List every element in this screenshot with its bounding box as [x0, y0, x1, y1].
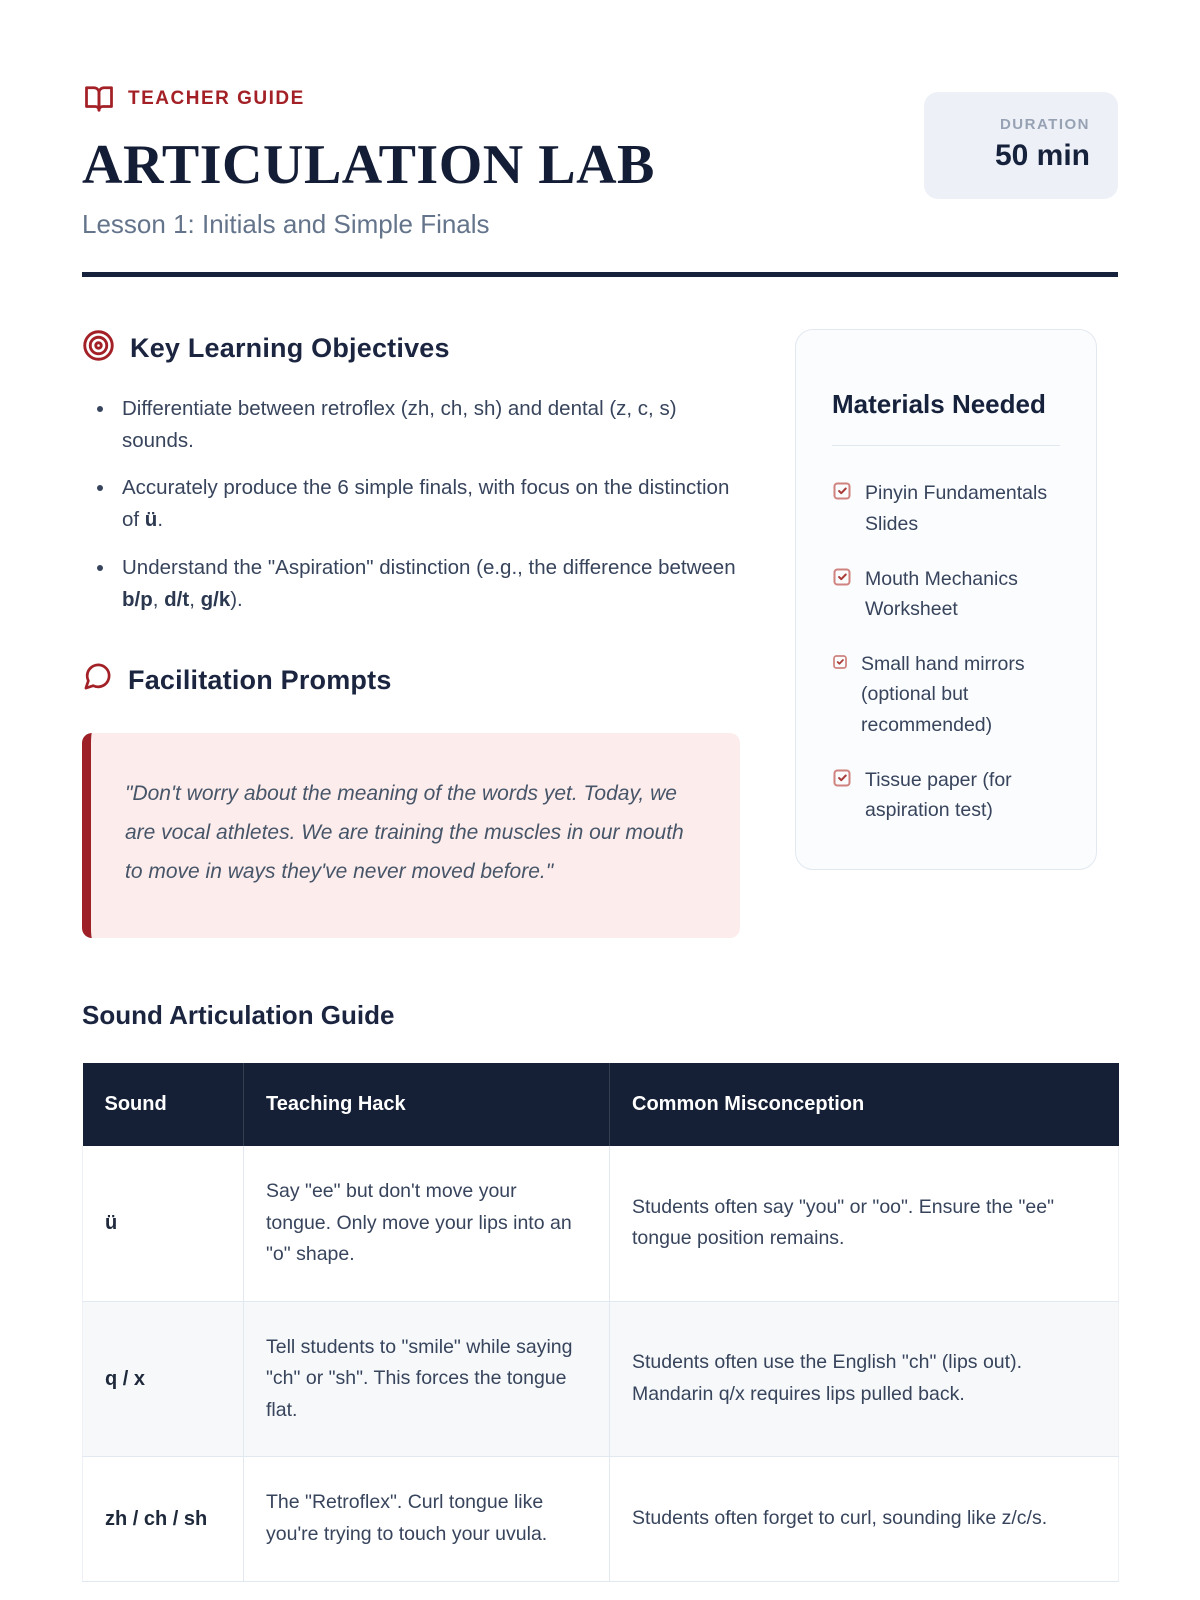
column-header-misconception: Common Misconception [610, 1063, 1119, 1146]
cell-sound: q / x [83, 1301, 244, 1457]
objectives-heading-row [82, 329, 740, 369]
book-open-icon [82, 84, 116, 114]
column-header-sound: Sound [83, 1063, 244, 1146]
duration-badge [924, 92, 1118, 199]
speech-bubble-icon [82, 661, 113, 699]
header-divider [82, 272, 1118, 277]
guide-heading: Sound Articulation Guide [82, 999, 395, 1030]
facilitation-heading-row [82, 661, 740, 699]
cell-misconception: Students often forget to curl, sounding like z/c/s. [610, 1457, 1119, 1581]
objective-item: • Understand the "Aspiration" distinction (e.g., the difference between b/p, d/t, g/k). [116, 552, 740, 616]
teacher-guide-eyebrow [82, 84, 655, 114]
material-label: Small hand mirrors (optional but recommended) [861, 653, 1025, 736]
objectives-heading: Key Learning Objectives [130, 333, 450, 364]
objective-item: • Differentiate between retroflex (zh, ch, sh) and dental (z, c, s) sounds. [116, 393, 740, 457]
page-title: ARTICULATION LAB [82, 134, 655, 196]
guide-section [82, 1000, 1118, 1582]
table-header-row [83, 1063, 1119, 1146]
target-icon [82, 329, 115, 369]
quote-text: "Don't worry about the meaning of the words yet. Today, we are vocal athletes. We are training the muscles in our mouth to move in ways they've never moved before." [125, 782, 684, 884]
table-row [83, 1457, 1119, 1581]
material-item [832, 564, 1060, 624]
cell-teaching-hack: Say "ee" but don't move your tongue. Only move your lips into an "o" shape. [244, 1146, 610, 1301]
page-subtitle: Lesson 1: Initials and Simple Finals [82, 208, 490, 239]
main-columns [82, 329, 1118, 938]
eyebrow-label: TEACHER GUIDE [128, 88, 305, 109]
duration-label: DURATION [999, 116, 1090, 133]
material-label: Mouth Mechanics Worksheet [865, 567, 1018, 620]
cell-teaching-hack: The "Retroflex". Curl tongue like you're trying to touch your uvula. [244, 1457, 610, 1581]
check-square-icon [832, 567, 852, 624]
cell-misconception: Students often say "you" or "oo". Ensure the "ee" tongue position remains. [610, 1146, 1119, 1301]
material-label: Pinyin Fundamentals Slides [865, 482, 1048, 535]
materials-list [832, 478, 1060, 825]
materials-heading: Materials Needed [832, 388, 1046, 419]
objective-item: • Accurately produce the 6 simple finals, with focus on the distinction of ü. [116, 472, 740, 536]
cell-teaching-hack: Tell students to "smile" while saying "ch" or "sh". This forces the tongue flat. [244, 1301, 610, 1457]
cell-misconception: Students often use the English "ch" (lips out). Mandarin q/x requires lips pulled back. [610, 1301, 1119, 1457]
left-column [82, 329, 740, 938]
sound-table [82, 1063, 1119, 1582]
check-square-icon [832, 768, 852, 825]
table-row [83, 1301, 1119, 1457]
header-text-block [82, 84, 655, 240]
facilitation-heading: Facilitation Prompts [128, 664, 392, 695]
material-item [832, 649, 1060, 740]
cell-sound: zh / ch / sh [83, 1457, 244, 1581]
objectives-list [82, 393, 740, 616]
check-square-icon [832, 481, 852, 538]
duration-value: 50 min [994, 139, 1090, 172]
header [82, 84, 1118, 240]
cell-sound: ü [83, 1146, 244, 1301]
materials-card [795, 329, 1097, 870]
material-item [832, 478, 1060, 538]
check-square-icon [832, 652, 848, 740]
table-row [83, 1146, 1119, 1301]
materials-divider [832, 445, 1060, 446]
material-item [832, 765, 1060, 825]
column-header-teaching-hack: Teaching Hack [244, 1063, 610, 1146]
quote-block [82, 733, 740, 938]
material-label: Tissue paper (for aspiration test) [865, 768, 1012, 822]
